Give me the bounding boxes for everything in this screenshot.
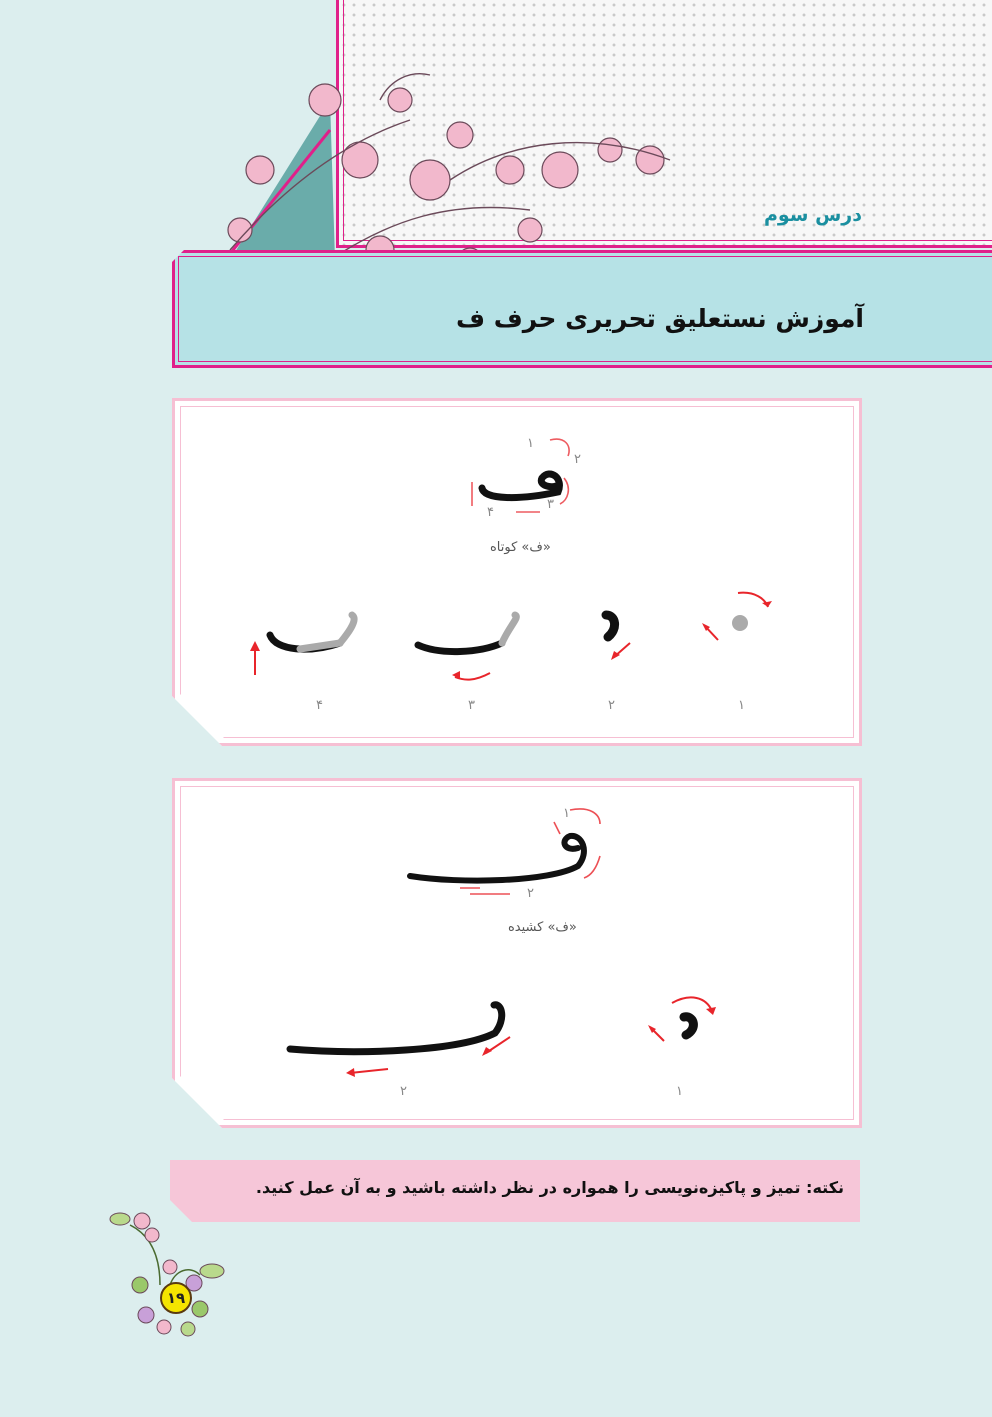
short-fa-model-figure bbox=[460, 428, 590, 523]
page-title: آموزش نستعلیق تحریری حرف ف bbox=[456, 304, 864, 333]
long-fa-caption: «ف» کشیده bbox=[508, 920, 577, 935]
long-fa-steps-figure bbox=[280, 985, 740, 1085]
short-fa-model-number: ۱ bbox=[527, 436, 534, 451]
page-number: ۱۹ bbox=[160, 1282, 192, 1314]
long-fa-model-number: ۲ bbox=[527, 886, 534, 901]
short-fa-caption: «ف» کوتاه bbox=[490, 540, 551, 555]
long-fa-model-figure bbox=[400, 796, 620, 906]
short-fa-model-number: ۴ bbox=[487, 505, 494, 520]
short-fa-step-number: ۲ bbox=[608, 698, 615, 713]
short-fa-model-number: ۲ bbox=[574, 452, 581, 467]
long-fa-step-number: ۲ bbox=[400, 1084, 407, 1099]
short-fa-steps-figure bbox=[240, 585, 780, 695]
short-fa-model-number: ۳ bbox=[547, 497, 554, 512]
lesson-label: درس سوم bbox=[763, 204, 862, 226]
short-fa-step-number: ۳ bbox=[468, 698, 475, 713]
short-fa-step-number: ۴ bbox=[316, 698, 323, 713]
note-text: نکته: تمیز و پاکیزه‌نویسی را همواره در نظر داشته باشید و به آن عمل کنید. bbox=[255, 1178, 844, 1197]
long-fa-step-number: ۱ bbox=[676, 1084, 683, 1099]
short-fa-step-number: ۱ bbox=[738, 698, 745, 713]
long-fa-model-number: ۱ bbox=[563, 806, 570, 821]
page-number-ornament bbox=[100, 1205, 230, 1345]
